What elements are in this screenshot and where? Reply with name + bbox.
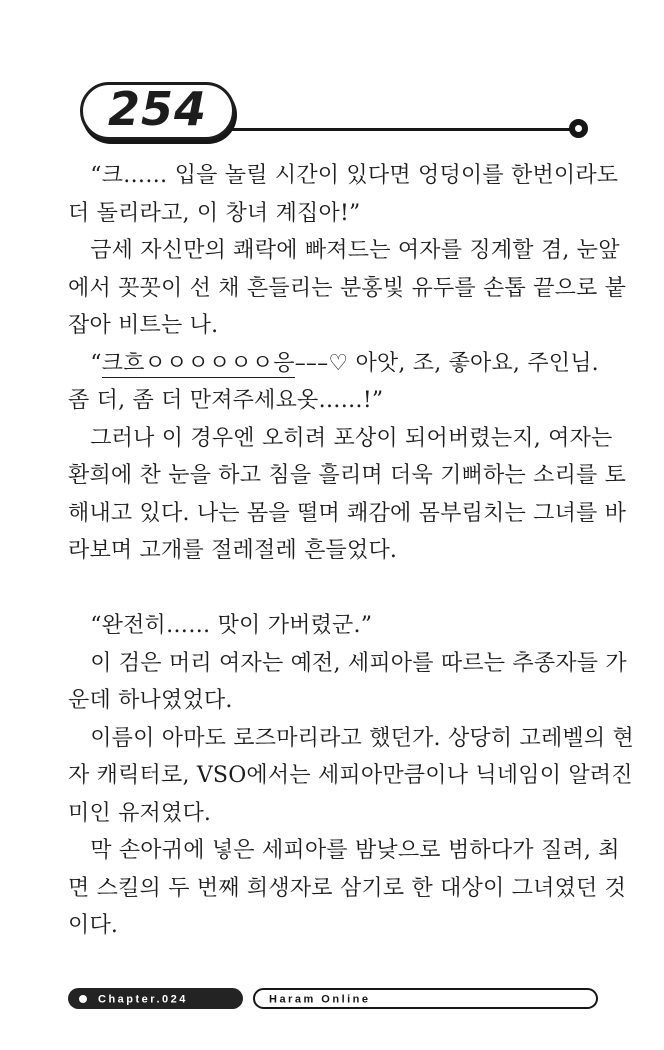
text-line: 이다. (68, 913, 119, 938)
text-line: 라보며 고개를 절레절레 흔들었다. (68, 538, 398, 563)
chapter-badge (68, 988, 243, 1009)
blank-line (68, 570, 602, 608)
text-line: 이 검은 머리 여자는 예전, 세피아를 따르는 추종자들 가 (68, 650, 627, 676)
text-segment: “ (68, 350, 102, 376)
header-rule (228, 128, 573, 131)
underlined-text: 크흐ㅇㅇㅇㅇㅇㅇ응 (101, 350, 295, 376)
text-segment: –––♡ 아앗, 조, 좋아요, 주인님. (294, 350, 599, 376)
text-line: 미인 유저였다. (68, 800, 212, 826)
bullet-dot-icon (79, 995, 87, 1003)
chapter-label: Chapter.024 (98, 993, 188, 1005)
text-line: 면 스킬의 두 번째 희생자로 삼기로 한 대상이 그녀였던 것 (68, 875, 627, 901)
text-line: 자 캐릭터로, VSO에서는 세피아만큼이나 닉네임이 알려진 (68, 763, 633, 788)
text-line: “완전히…… 맛이 가버렸군.” (68, 613, 373, 638)
text-line: “크…… 입을 놀릴 시간이 있다면 엉덩이를 한번이라도 (68, 163, 619, 188)
text-line: 해내고 있다. 나는 몸을 떨며 쾌감에 몸부림치는 그녀를 바 (68, 500, 627, 526)
text-line: 에서 꼿꼿이 선 채 흔들리는 분홍빛 유두를 손톱 끝으로 붙 (68, 275, 627, 301)
page-number-badge (80, 82, 235, 140)
text-line: 그러나 이 경우엔 오히려 포상이 되어버렸는지, 여자는 (68, 425, 613, 451)
text-line: 운데 하나였었다. (68, 688, 233, 713)
book-title: Haram Online (269, 993, 371, 1005)
text-line (68, 345, 602, 383)
page-text (68, 157, 634, 945)
text-line: 잡아 비트는 나. (68, 313, 219, 338)
text-line: 환희에 찬 눈을 하고 침을 흘리며 더욱 기뻐하는 소리를 토 (68, 463, 627, 488)
header-rule-end-dot-icon (569, 119, 588, 138)
text-line: 좀 더, 좀 더 만져주세요옷……!” (68, 388, 384, 413)
text-line: 금세 자신만의 쾌락에 빠져드는 여자를 징계할 겸, 눈앞 (68, 238, 620, 263)
text-line: 이름이 아마도 로즈마리라고 했던가. 상당히 고레벨의 현 (68, 725, 634, 751)
book-title-badge (253, 988, 598, 1009)
page-number: 254 (107, 82, 208, 136)
text-line: 막 손아귀에 넣은 세피아를 밤낮으로 범하다가 질려, 최 (68, 838, 620, 863)
text-line: 더 돌리라고, 이 창녀 계집아!” (68, 200, 361, 226)
